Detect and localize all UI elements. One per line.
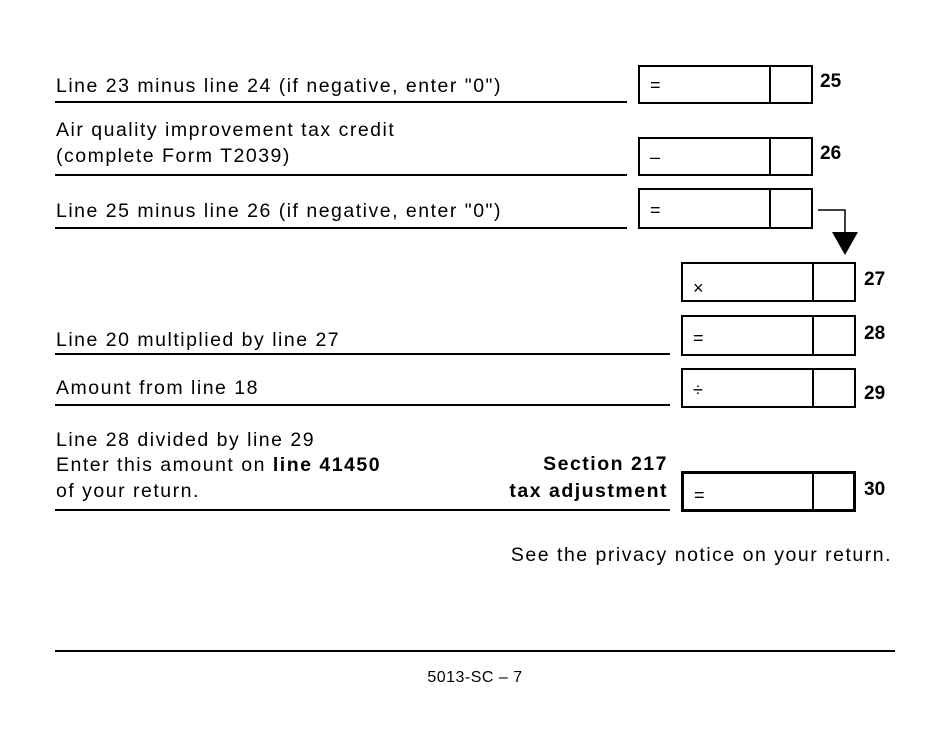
page-code: 5013-SC – 7 <box>427 669 523 686</box>
line-26-amount-field[interactable] <box>638 137 813 176</box>
equals-operator: = <box>650 75 661 95</box>
minus-operator: – <box>650 147 661 167</box>
line-26-description-1: Air quality improvement tax credit <box>56 119 396 141</box>
section-217-label: Section 217 <box>543 453 668 475</box>
cents-separator <box>812 474 814 509</box>
line-41450-reference: line 41450 <box>272 454 382 476</box>
equals-operator: = <box>694 485 705 505</box>
line-25-amount-field[interactable] <box>638 65 813 104</box>
cents-separator <box>769 190 771 227</box>
line-number-26: 26 <box>820 143 842 164</box>
line-26-rule <box>55 174 627 176</box>
line-26b-rule <box>55 227 627 229</box>
line-30-instruction: Enter this amount on <box>56 454 273 476</box>
line-30-description-2 <box>56 452 381 478</box>
equals-operator: = <box>650 200 661 220</box>
line-28-amount-field[interactable] <box>681 315 856 356</box>
line-number-30: 30 <box>864 479 886 500</box>
divide-operator: ÷ <box>693 380 703 400</box>
arrow-down-icon <box>815 205 865 260</box>
line-29-amount-field[interactable] <box>681 368 856 408</box>
line-28-rule <box>55 353 670 355</box>
cents-separator <box>812 264 814 300</box>
footer-rule <box>55 650 895 652</box>
line-30-rule <box>55 509 670 511</box>
line-30-description-3: of your return. <box>56 480 200 502</box>
line-number-27: 27 <box>864 269 886 290</box>
line-26b-amount-field[interactable] <box>638 188 813 229</box>
line-28-description: Line 20 multiplied by line 27 <box>56 329 341 351</box>
line-29-rule <box>55 404 670 406</box>
line-30-description-1: Line 28 divided by line 29 <box>56 429 316 451</box>
equals-operator: = <box>693 328 704 348</box>
line-number-29: 29 <box>864 383 886 404</box>
line-number-28: 28 <box>864 323 886 344</box>
cents-separator <box>812 370 814 406</box>
cents-separator <box>769 67 771 102</box>
line-29-description: Amount from line 18 <box>56 377 260 399</box>
tax-adjustment-label: tax adjustment <box>509 480 668 502</box>
line-26b-description: Line 25 minus line 26 (if negative, enter "0") <box>56 200 502 222</box>
cents-separator <box>812 317 814 354</box>
multiply-operator: × <box>693 278 704 298</box>
line-number-25: 25 <box>820 71 842 92</box>
line-25-description: Line 23 minus line 24 (if negative, enter "0") <box>56 75 502 97</box>
line-25-rule <box>55 101 627 103</box>
cents-separator <box>769 139 771 174</box>
line-30-amount-field[interactable] <box>681 471 856 512</box>
line-27-amount-field[interactable] <box>681 262 856 302</box>
line-26-description-2: (complete Form T2039) <box>56 145 291 167</box>
privacy-notice: See the privacy notice on your return. <box>510 544 892 566</box>
